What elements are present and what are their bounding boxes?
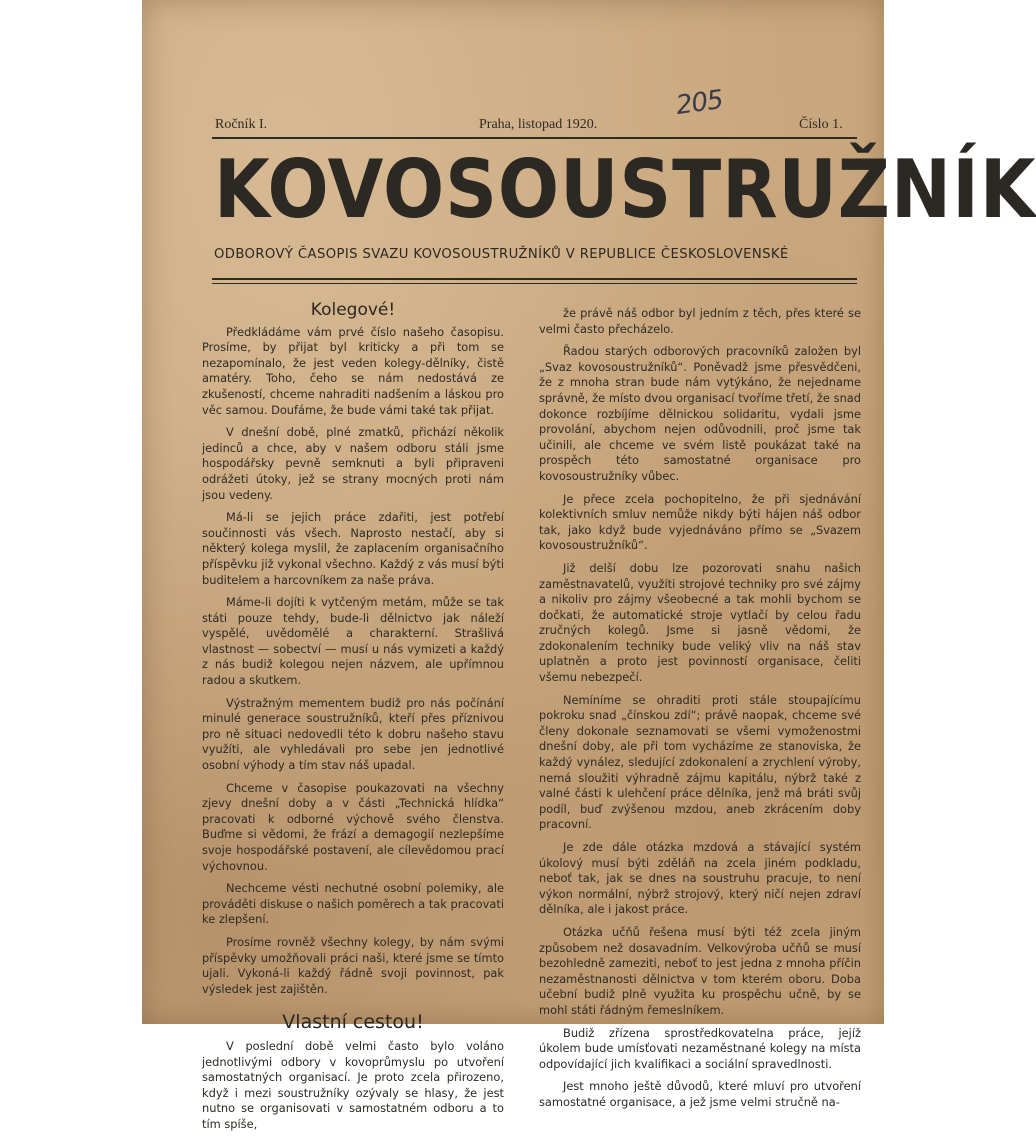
paragraph: Prosíme rovněž všechny kolegy, by nám svými příspěvky umožňovali práci naši, které jsme se tímto ujali. Vykoná-li každý řádně svoji povinnost, pak výsledek jest zajištěn. <box>202 934 504 996</box>
paragraph: Máme-li dojíti k vytčeným metám, může se tak státi pouze tehdy, bude-li dělnictvo jak náleží vyspělé, uvědomělé a charakterní. Strašlivá vlastnost — sobectví — musí u nás vymizeti a každý z nás budiž kolegou nejen názvem, ale upřímnou radou a skutkem. <box>202 595 504 688</box>
masthead-title: KOVOSOUSTRUŽNÍK <box>214 143 1036 236</box>
article-heading-kolegove: Kolegové! <box>310 300 396 320</box>
handwritten-note: 205 <box>674 84 725 122</box>
paragraph: Předkládáme vám prvé číslo našeho časopisu. Prosíme, by přijat byl kriticky a při tom se nezapomínalo, že jest veden kolegy-dělníky, čistě amatéry. Toho, čeho se nám nedostává ze zkušeností, chceme nahraditi nadšením a láskou pro věc samou. Doufáme, že bude vámi také tak přijat. <box>202 324 504 417</box>
newspaper-page <box>142 0 1036 1131</box>
paragraph: že právě náš odbor byl jedním z těch, přes které se velmi často přecházelo. <box>539 306 861 336</box>
paragraph: Nemíníme se ohraditi proti stále stoupajícímu pokroku snad „čínskou zdí“; právě naopak, chceme své členy dokonale seznamovati se všemi vymoženostmi dnešní doby, ale při tom vycházíme ze stanoviska, že každý vynález, sledující zdokonalení a zrychlení výroby, nemá sloužiti výhradně zájmu kapitálu, nýbrž také z valné části k ulehčení práce dělníka, jenž má bráti svůj podíl, buď zvýšenou mzdou, aneb zkrácením doby pracovní. <box>539 692 861 832</box>
place-date: Praha, listopad 1920. <box>479 117 598 132</box>
paragraph: Nechceme vésti nechutné osobní polemiky, ale prováděti diskuse o našich poměrech a tak pracovati ke zlepšení. <box>202 881 504 927</box>
rule-top <box>212 137 857 139</box>
article-heading-vlastni-cestou: Vlastní cestou! <box>282 1011 424 1034</box>
rule-double-1 <box>212 278 857 280</box>
paragraph: Má-li se jejich práce zdařiti, jest potřebí součinnosti vás všech. Naprosto nestačí, aby si některý kolega myslil, že zaplacením organisačního příspěvku již vykonal všechno. Každý z vás musí býti buditelem a harcovníkem za naše práva. <box>202 510 504 587</box>
paragraph: Budiž zřízena sprostředkovatelna práce, jejíž úkolem bude umísťovati nezaměstnané kolegy na místa odpovídající jich kvalifikaci a sociální spravedlnosti. <box>539 1025 861 1071</box>
volume-label: Ročník I. <box>215 117 268 132</box>
right-column <box>539 306 861 1118</box>
paragraph: V dnešní době, plné zmatků, přichází několik jedinců a chce, aby v našem odboru stáli jsme hospodářsky pevně semknuti a byli připraveni odrážeti útoky, jež se strany mocných proti nám jsou vedeny. <box>202 425 504 502</box>
paragraph: Řadou starých odborových pracovníků založen byl „Svaz kovosoustružníků“. Poněvadž jsme přesvědčeni, že z mnoha stran bude nám vytýkáno, že nejedname správně, že místo dvou organisací tvoříme třetí, že snad dokonce rozbíjíme dělnickou solidaritu, vydali jsme provolání, abychom nejen odůvodnili, proč jsme tak učinili, ale chceme ve svém listě poukázat také na prospěch této samostatné organisace pro kovosoustružníky vůbec. <box>539 344 861 483</box>
rule-double-2 <box>212 283 857 284</box>
paragraph: Výstražným mementem budiž pro nás počínání minulé generace soustružníků, kteří přes příznivou pro ně situaci nedovedli této k dobru našeho stavu využíti, ale vyhledávali pro sebe jen jednotlivé osobní výhody a tím stav náš upadal. <box>202 695 504 773</box>
left-column <box>202 300 504 1140</box>
paragraph: Je přece zcela pochopitelno, že při sjednávání kolektivních smluv nemůže nikdy býti hájen náš odbor tak, jako když bude vyjednáváno přímo se „Svazem kovosoustružníků“. <box>539 491 861 553</box>
issue-number: Číslo 1. <box>799 117 843 132</box>
paragraph: Je zde dále otázka mzdová a stávající systém úkolový musí býti zděláň na zcela jiném podkladu, neboť tak, jak se dnes na soustruhu pracuje, to není výkon normální, nýbrž strojový, který ničí nejen zdraví dělníka, ale i jakost práce. <box>539 840 861 917</box>
paragraph: Již delší dobu lze pozorovati snahu našich zaměstnavatelů, využíti strojové techniky pro své zájmy a nikoliv pro zájmy všeobecné a tak mohli bychom se dočkati, že automatické stroje vytlačí by celou řadu zručných kolegů. Jsme si jasně vědomi, že zdokonalením techniky bude veliký vliv na náš stav uplatněn a proto jest povinností organisace, čeliti všemu nebezpečí. <box>539 560 861 685</box>
masthead-subtitle: ODBOROVÝ ČASOPIS SVAZU KOVOSOUSTRUŽNÍKŮ V REPUBLICE ČESKOSLOVENSKÉ <box>214 247 789 262</box>
paragraph: Chceme v časopise poukazovati na všechny zjevy dnešní doby a v části „Technická hlídka“ pracovati k odborné výchově svého členstva. Buďme si vědomi, že frází a demagogií nezlepšíme svoje hospodářské postavení, ale cílevědomou prací výchovnou. <box>202 780 504 873</box>
paragraph: Otázka učňů řešena musí býti též zcela jiným způsobem než dosavadním. Velkovýroba učňů se musí bezohledně zameziti, neboť to jest jedna z mnoha příčin nezaměstnanosti dělnictva v tom kterém oboru. Doba učební budiž plně využita ku prospěchu učně, by se mohl státi řádným řemeslníkem. <box>539 924 861 1017</box>
paragraph: Jest mnoho ještě důvodů, které mluví pro utvoření samostatné organisace, a jež jsme velmi stručně na- <box>539 1079 861 1109</box>
paragraph: V poslední době velmi často bylo voláno jednotlivými odbory v kovoprůmyslu po utvoření samostatných organisací. Je proto zcela přirozeno, když i mezi soustružníky ozývaly se hlasy, že jest nutno se organisovati v samostatném odboru a to tím spíše, <box>202 1038 504 1131</box>
